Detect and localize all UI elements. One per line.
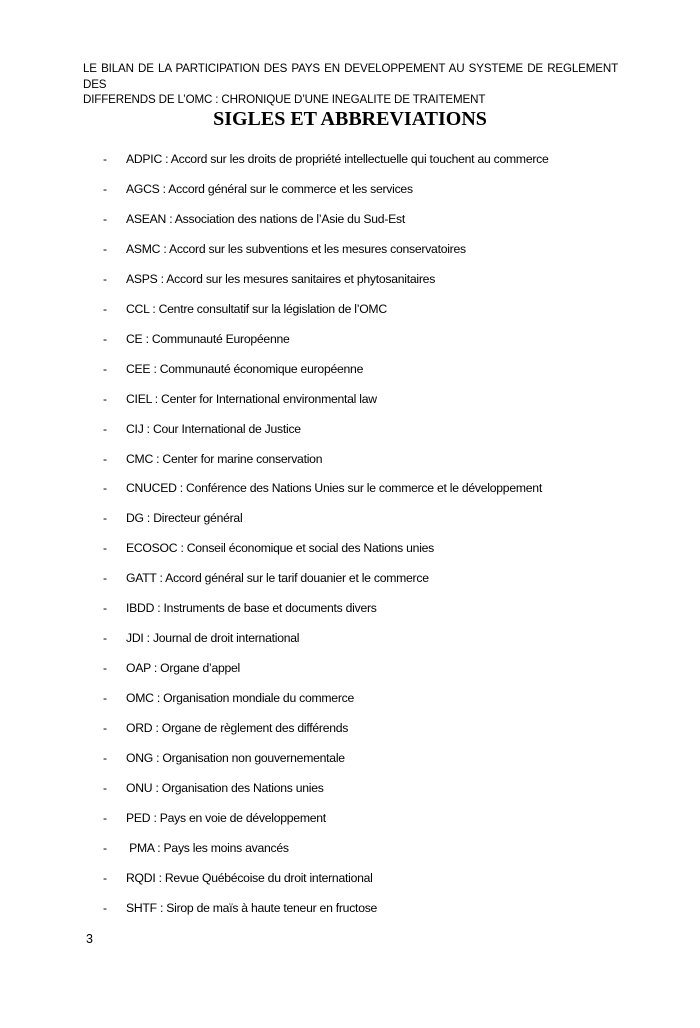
bullet-dash: - — [103, 211, 107, 226]
bullet-dash: - — [103, 840, 107, 855]
abbreviation-entry: ADPIC : Accord sur les droits de propriété intellectuelle qui touchent au commerce — [126, 152, 549, 166]
abbreviation-entry: ONG : Organisation non gouvernementale — [126, 751, 345, 766]
abbreviation-entry: CE : Communauté Européenne — [126, 331, 290, 346]
abbreviation-entry: CEE : Communauté économique européenne — [126, 361, 364, 376]
bullet-dash: - — [103, 751, 107, 766]
bullet-dash: - — [103, 781, 107, 796]
abbreviation-entry: OAP : Organe d’appel — [126, 661, 241, 676]
abbreviation-entry: CIEL : Center for International environmental law — [126, 391, 377, 406]
abbreviation-entry: CMC : Center for marine conservation — [126, 451, 323, 466]
bullet-dash: - — [103, 152, 107, 166]
bullet-dash: - — [103, 541, 107, 556]
abbreviation-entry: IBDD : Instruments de base et documents divers — [126, 601, 377, 616]
abbreviation-entry: GATT : Accord général sur le tarif douanier et le commerce — [126, 571, 429, 586]
bullet-dash: - — [103, 571, 107, 586]
bullet-dash: - — [103, 451, 107, 466]
bullet-dash: - — [103, 301, 107, 316]
page-title: SIGLES ET ABBREVIATIONS — [213, 108, 487, 130]
abbreviation-entry: CCL : Centre consultatif sur la législation de l’OMC — [126, 301, 387, 316]
bullet-dash: - — [103, 181, 107, 196]
bullet-dash: - — [103, 601, 107, 616]
bullet-dash: - — [103, 421, 107, 436]
abbreviation-entry: ASMC : Accord sur les subventions et les mesures conservatoires — [126, 241, 466, 256]
bullet-dash: - — [103, 721, 107, 736]
bullet-dash: - — [103, 361, 107, 376]
abbreviation-entry: ASPS : Accord sur les mesures sanitaires et phytosanitaires — [126, 271, 436, 286]
bullet-dash: - — [103, 331, 107, 346]
abbreviation-entry: OMC : Organisation mondiale du commerce — [126, 691, 355, 706]
header-line-2: DIFFERENDS DE L’OMC : CHRONIQUE D’UNE INEGALITE DE TRAITEMENT — [83, 93, 486, 106]
bullet-dash: - — [103, 810, 107, 825]
abbreviation-entry: PMA : Pays les moins avancés — [126, 840, 289, 855]
abbreviation-entry: CIJ : Cour International de Justice — [126, 421, 301, 436]
abbreviation-entry: JDI : Journal de droit international — [126, 631, 300, 646]
bullet-dash: - — [103, 271, 107, 286]
abbreviation-entry: PED : Pays en voie de développement — [126, 810, 326, 825]
running-header — [83, 61, 618, 108]
header-line-1: LE BILAN DE LA PARTICIPATION DES PAYS EN DEVELOPPEMENT AU SYSTEME DE REGLEMENT DES — [83, 62, 618, 91]
bullet-dash: - — [103, 511, 107, 526]
abbreviation-entry: DG : Directeur général — [126, 511, 243, 526]
abbreviation-entry: RQDI : Revue Québécoise du droit international — [126, 870, 373, 885]
abbreviation-entry: ECOSOC : Conseil économique et social des Nations unies — [126, 541, 435, 556]
abbreviation-entry: AGCS : Accord général sur le commerce et les services — [126, 181, 413, 196]
bullet-dash: - — [103, 241, 107, 256]
bullet-dash: - — [103, 900, 107, 915]
page-number: 3 — [86, 932, 93, 946]
abbreviation-entry: CNUCED : Conférence des Nations Unies sur le commerce et le développement — [126, 481, 542, 496]
bullet-dash: - — [103, 691, 107, 706]
bullet-dash: - — [103, 661, 107, 676]
bullet-dash: - — [103, 391, 107, 406]
abbreviation-entry: ASEAN : Association des nations de l’Asie du Sud-Est — [126, 211, 405, 226]
bullet-dash: - — [103, 481, 107, 496]
bullet-dash: - — [103, 631, 107, 646]
abbreviation-entry: SHTF : Sirop de maïs à haute teneur en fructose — [126, 900, 378, 915]
bullet-dash: - — [103, 870, 107, 885]
abbreviation-entry: ONU : Organisation des Nations unies — [126, 781, 324, 796]
abbreviation-entry: ORD : Organe de règlement des différends — [126, 721, 349, 736]
